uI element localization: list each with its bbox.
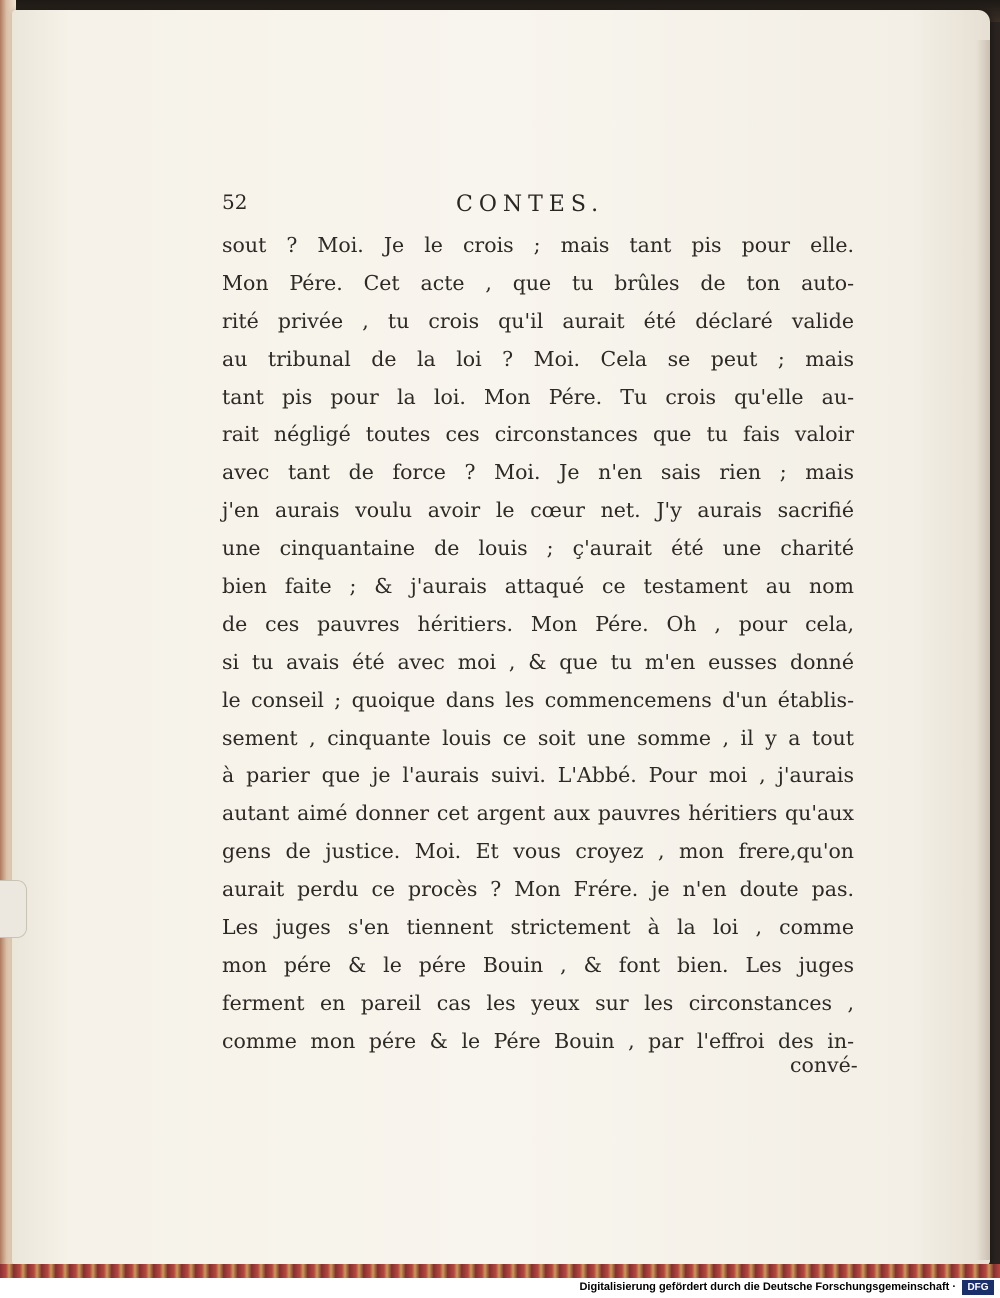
page-header — [222, 186, 854, 226]
catchword: convé- — [790, 1053, 858, 1077]
text-line: rait négligé toutes ces circonstances que tu fais valoir — [222, 422, 854, 447]
book-page-edges — [0, 1264, 1000, 1278]
text-line: au tribunal de la loi ? Moi. Cela se peut ; mais — [222, 346, 854, 371]
page-number: 52 — [222, 190, 248, 214]
text-line: le conseil ; quoique dans les commencemens d'un établis- — [222, 687, 854, 712]
text-line: de ces pauvres héritiers. Mon Pére. Oh , pour cela, — [222, 611, 854, 636]
text-line: j'en aurais voulu avoir le cœur net. J'y aurais sacrifié — [222, 498, 854, 523]
text-line: si tu avais été avec moi , & que tu m'en eusses donné — [222, 649, 854, 674]
text-line: sout ? Moi. Je le crois ; mais tant pis pour elle. — [222, 233, 854, 257]
text-line: gens de justice. Moi. Et vous croyez , mon frere,qu'on — [222, 839, 854, 864]
text-line: Mon Pére. Cet acte , que tu brûles de ton auto- — [222, 270, 854, 295]
text-line: mon pére & le pére Bouin , & font bien. Les juges — [222, 952, 854, 977]
text-line: à parier que je l'aurais suivi. L'Abbé. Pour moi , j'aurais — [222, 763, 854, 788]
text-line: aurait perdu ce procès ? Mon Frére. je n'en doute pas. — [222, 877, 854, 902]
page-tab-marker — [0, 880, 27, 938]
page-gutter-shadow — [976, 40, 990, 1260]
digitization-credit: Digitalisierung gefördert durch die Deutsche Forschungsgemeinschaft · — [579, 1281, 956, 1293]
text-line: autant aimé donner cet argent aux pauvres héritiers qu'aux — [222, 801, 854, 826]
text-line: sement , cinquante louis ce soit une somme , il y a tout — [222, 725, 854, 750]
text-line: comme mon pére & le Pére Bouin , par l'effroi des in- — [222, 1028, 854, 1053]
running-head: CONTES. — [456, 192, 605, 217]
text-line: tant pis pour la loi. Mon Pére. Tu crois qu'elle au- — [222, 384, 854, 409]
dfg-logo: DFG — [962, 1280, 994, 1295]
text-line: rité privée , tu crois qu'il aurait été déclaré valide — [222, 308, 854, 333]
body-text — [222, 227, 854, 1061]
text-line: une cinquantaine de louis ; ç'aurait été une charité — [222, 536, 854, 561]
text-line: Les juges s'en tiennent strictement à la loi , comme — [222, 915, 854, 940]
text-line: avec tant de force ? Moi. Je n'en sais rien ; mais — [222, 460, 854, 485]
text-line: ferment en pareil cas les yeux sur les circonstances , — [222, 990, 854, 1015]
text-line: bien faite ; & j'aurais attaqué ce testament au nom — [222, 574, 854, 599]
